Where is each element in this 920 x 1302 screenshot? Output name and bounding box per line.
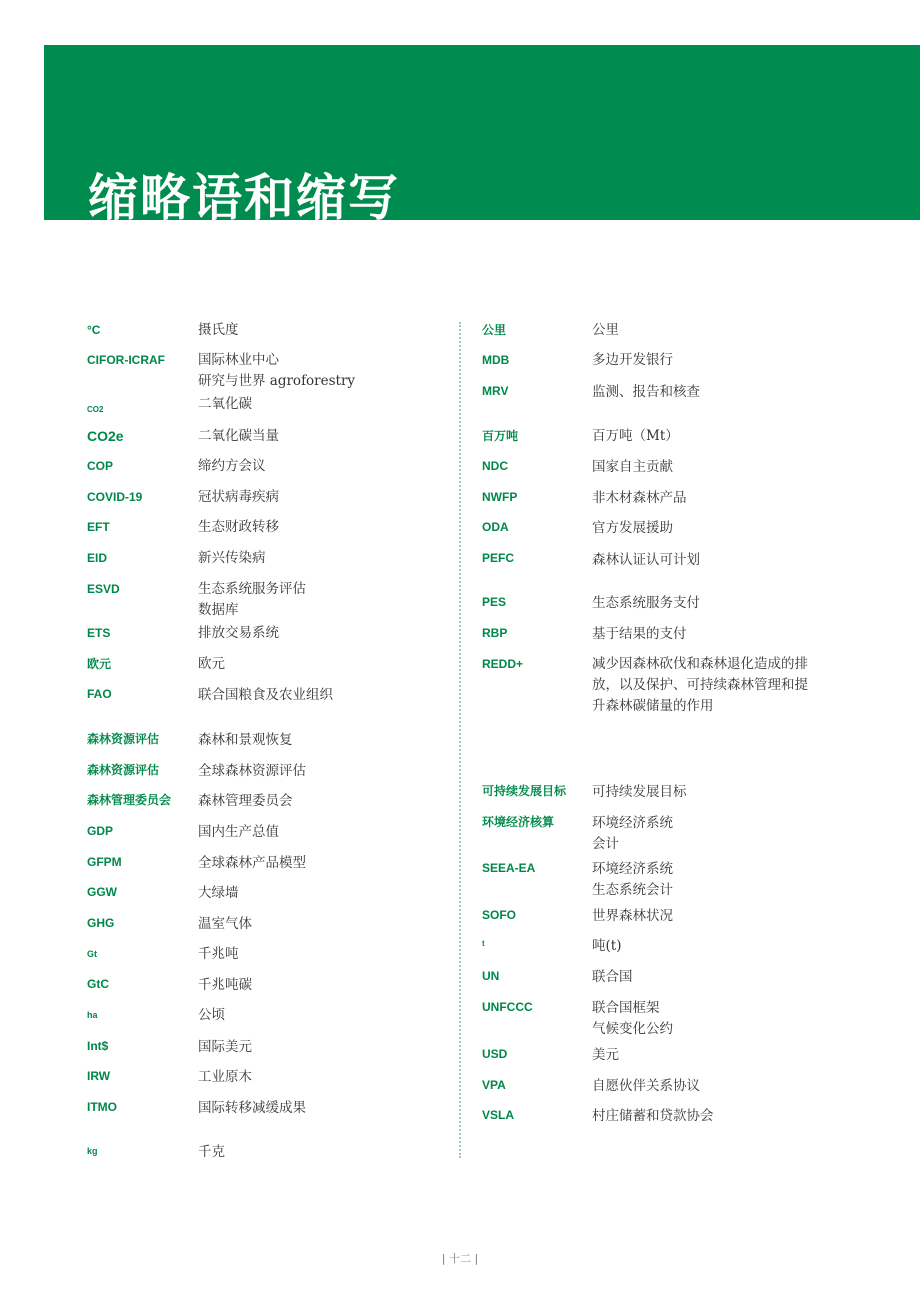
abbreviation: 可持续发展目标: [482, 784, 567, 798]
definition: 联合国: [592, 969, 633, 985]
abbreviation: GGW: [87, 885, 117, 899]
definition: 国际转移减缓成果: [198, 1100, 306, 1116]
abbreviation: CO2: [87, 405, 104, 414]
definition: 非木材森林产品: [592, 490, 687, 506]
abbreviation: ITMO: [87, 1100, 117, 1114]
definition: 大绿墙: [198, 885, 239, 901]
abbreviation: t: [482, 939, 485, 948]
definition: 千兆吨: [198, 946, 239, 962]
definition: 全球森林资源评估: [198, 763, 306, 779]
abbreviation: VSLA: [482, 1108, 515, 1122]
abbreviation: REDD+: [482, 657, 524, 671]
definition: 环境经济系统 生态系统会计: [592, 861, 673, 898]
page-number: | 十二 |: [441, 1252, 479, 1265]
definition: 联合国框架 气候变化公约: [592, 1000, 673, 1037]
abbreviation: UNFCCC: [482, 1000, 533, 1014]
definition: 多边开发银行: [592, 352, 673, 368]
abbreviation: NDC: [482, 459, 508, 473]
abbreviation: 公里: [482, 323, 507, 337]
abbreviation: ESVD: [87, 582, 120, 596]
definition: 吨(t): [592, 938, 622, 954]
definition: 千兆吨碳: [198, 977, 252, 993]
abbreviation: ODA: [482, 520, 509, 534]
definition: 可持续发展目标: [592, 784, 687, 800]
definition: 自愿伙伴关系协议: [592, 1078, 700, 1094]
abbreviation: EFT: [87, 520, 110, 534]
definition: 摄氏度: [198, 322, 239, 338]
abbreviation: GHG: [87, 916, 115, 930]
definition: 监测、报告和核查: [592, 384, 700, 400]
definition: 排放交易系统: [198, 625, 279, 641]
abbreviation: SEEA-EA: [482, 861, 536, 875]
definition: 国家自主贡献: [592, 459, 673, 475]
abbreviation: IRW: [87, 1069, 111, 1083]
abbreviation: MDB: [482, 353, 510, 367]
definition: 森林认证认可计划: [592, 552, 700, 568]
definition: 二氧化碳当量: [198, 428, 279, 444]
abbreviation: 森林资源评估: [87, 763, 160, 777]
abbreviation: USD: [482, 1047, 508, 1061]
definition: 基于结果的支付: [592, 626, 687, 642]
abbreviation: kg: [87, 1146, 98, 1156]
definition: 国际美元: [198, 1039, 252, 1055]
definition: 新兴传染病: [198, 550, 266, 566]
definition: 冠状病毒疾病: [198, 489, 279, 505]
abbreviation: FAO: [87, 687, 112, 701]
abbreviation: ETS: [87, 626, 111, 640]
definition: 工业原木: [198, 1069, 252, 1085]
definition: 生态财政转移: [198, 519, 279, 535]
definition: 国际林业中心 研究与世界 agroforestry: [198, 352, 356, 389]
abbreviation: PEFC: [482, 551, 515, 565]
definition: 公里: [592, 322, 619, 338]
definition: 世界森林状况: [592, 908, 673, 924]
page-title: 缩略语和缩写: [88, 169, 400, 227]
abbreviation: °C: [87, 323, 101, 337]
definition: 森林和景观恢复: [198, 732, 293, 748]
definition: 生态系统服务支付: [592, 595, 700, 611]
abbreviation: COP: [87, 459, 114, 473]
abbreviation: 森林管理委员会: [87, 793, 172, 807]
abbreviation: 百万吨: [482, 429, 519, 443]
abbreviation: RBP: [482, 626, 508, 640]
definition: 二氧化碳: [198, 396, 252, 412]
abbreviation: GDP: [87, 824, 114, 838]
abbreviation: NWFP: [482, 490, 518, 504]
definition: 全球森林产品模型: [198, 855, 306, 871]
abbreviation: GFPM: [87, 855, 122, 869]
abbreviation: GtC: [87, 977, 109, 991]
abbreviation: Gt: [87, 949, 97, 959]
abbreviation: UN: [482, 969, 500, 983]
abbreviation: 森林资源评估: [87, 732, 160, 746]
definition: 百万吨（Mt）: [592, 428, 679, 444]
abbreviation: CIFOR-ICRAF: [87, 353, 165, 367]
column-divider: [459, 322, 461, 1158]
abbreviation: Int$: [87, 1039, 109, 1053]
abbreviation: MRV: [482, 384, 509, 398]
abbreviation: 欧元: [87, 657, 112, 671]
definition: 联合国粮食及农业组织: [198, 687, 333, 703]
abbreviation: PES: [482, 595, 507, 609]
definition: 公顷: [198, 1007, 225, 1023]
abbreviation: 环境经济核算: [482, 815, 555, 829]
definition: 千克: [198, 1144, 225, 1160]
definition: 美元: [592, 1047, 619, 1063]
abbreviation: SOFO: [482, 908, 517, 922]
definition: 生态系统服务评估 数据库: [198, 581, 306, 618]
definition: 温室气体: [198, 916, 252, 932]
definition: 缔约方会议: [198, 458, 266, 474]
definition: 森林管理委员会: [198, 793, 293, 809]
definition: 减少因森林砍伐和森林退化造成的排 放，以及保护、可持续森林管理和提 升森林碳储量的作用: [592, 656, 808, 714]
abbreviation: EID: [87, 551, 108, 565]
abbreviation: COVID-19: [87, 490, 143, 504]
abbreviation: CO2e: [87, 428, 124, 444]
definition: 欧元: [198, 656, 225, 672]
abbreviation: VPA: [482, 1078, 506, 1092]
definition: 村庄储蓄和贷款协会: [592, 1108, 714, 1124]
definition: 环境经济系统 会计: [592, 815, 673, 852]
definition: 官方发展援助: [592, 520, 673, 536]
abbreviation: ha: [87, 1010, 98, 1020]
definition: 国内生产总值: [198, 824, 279, 840]
